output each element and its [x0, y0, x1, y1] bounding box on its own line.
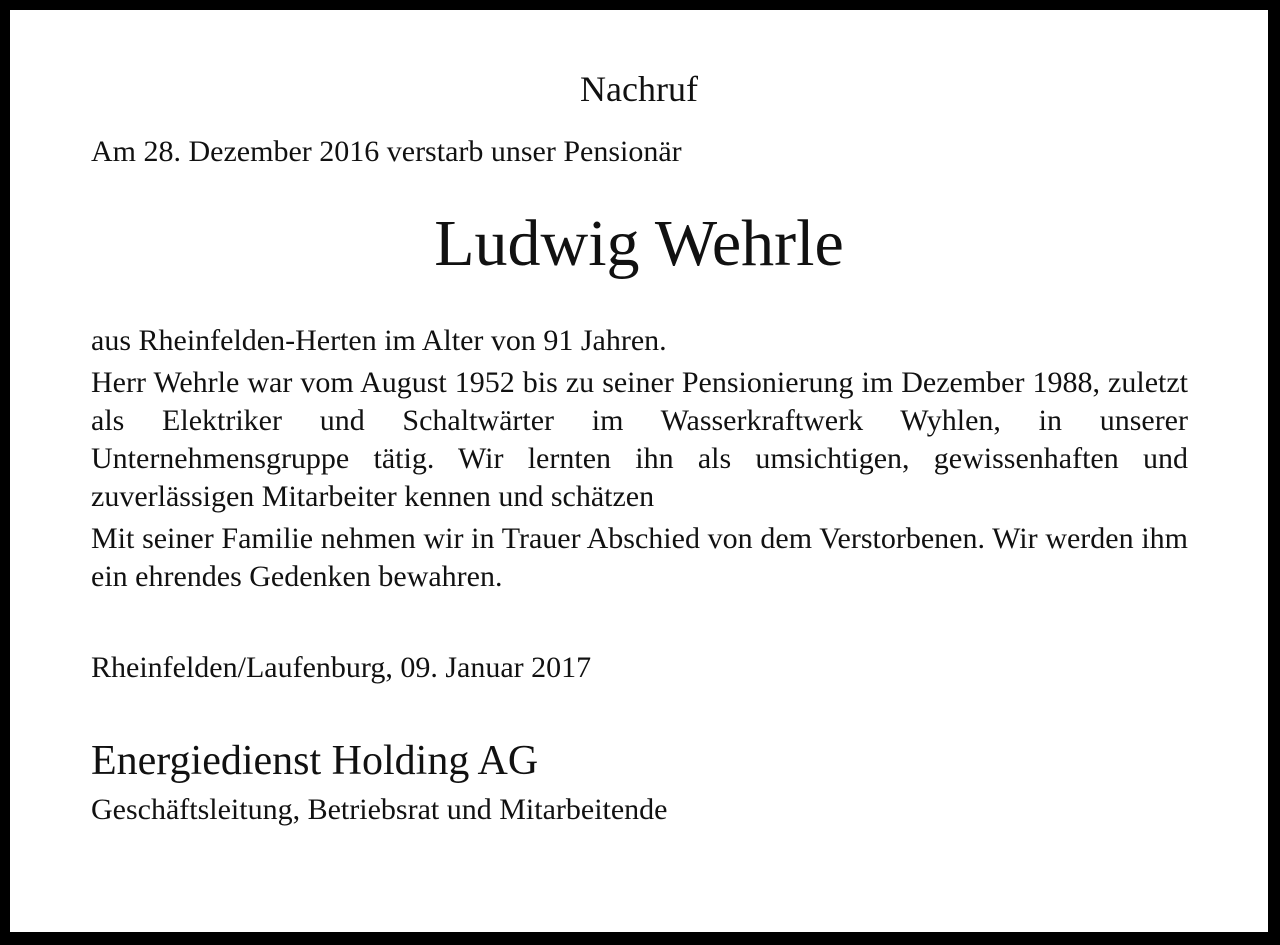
intro-line: Am 28. Dezember 2016 verstarb unser Pensionär [91, 135, 682, 168]
notice-heading: Nachruf [580, 69, 698, 109]
company-name: Energiedienst Holding AG [91, 738, 539, 784]
signers-line: Geschäftsleitung, Betriebsrat und Mitarbeitende [91, 793, 668, 826]
notice-body [91, 322, 1188, 596]
paragraph-career: Herr Wehrle war vom August 1952 bis zu seiner Pensionierung im Dezember 1988, zuletzt als Elektriker und Schaltwärter im Wasserkraftwerk Wyhlen, in unserer Unternehmensgruppe tätig. Wir lernten ihn als umsichtigen, gewissenhaften und zuverlässigen Mitarbeiter kennen und schätzen [91, 366, 1188, 513]
place-date: Rheinfelden/Laufenburg, 09. Januar 2017 [91, 651, 592, 684]
deceased-name: Ludwig Wehrle [434, 207, 844, 280]
paragraph-origin: aus Rheinfelden-Herten im Alter von 91 Jahren. [91, 324, 667, 357]
obituary-notice [10, 10, 1268, 932]
paragraph-condolence: Mit seiner Familie nehmen wir in Trauer Abschied von dem Verstorbenen. Wir werden ihm ein ehrendes Gedenken bewahren. [91, 522, 1188, 593]
